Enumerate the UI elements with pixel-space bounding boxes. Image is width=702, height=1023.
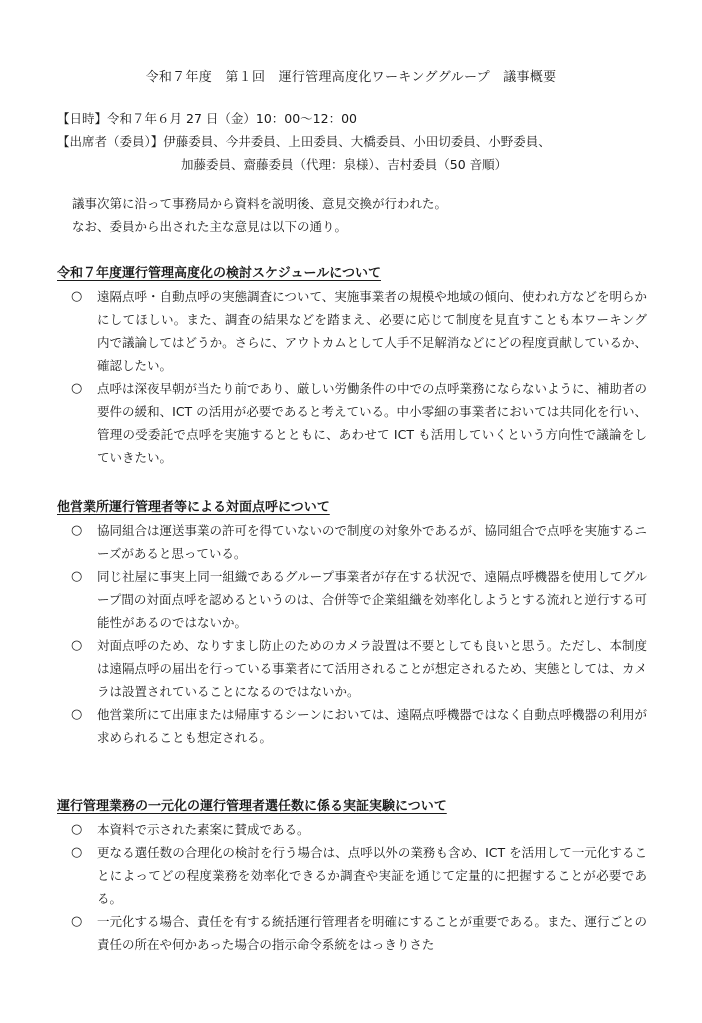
attendees-line1: 伊藤委員、今井委員、上田委員、大橋委員、小田切委員、小野委員、 xyxy=(163,134,551,149)
intro-line-2: なお、委員から出された主な意見は以下の通り。 xyxy=(72,219,348,234)
bullet-item xyxy=(57,910,647,956)
document-title: 令和７年度 第１回 運行管理高度化ワーキンググループ 議事概要 xyxy=(145,70,557,85)
bullet-mark: ○ xyxy=(71,845,83,860)
intro-line-1: 議事次第に沿って事務局から資料を説明後、意見交換が行われた。 xyxy=(72,196,448,211)
bullet-mark: ○ xyxy=(71,822,83,837)
bullet-list xyxy=(57,285,647,469)
bullet-mark: ○ xyxy=(71,638,83,653)
bullet-mark: ○ xyxy=(71,381,83,396)
bullet-text: 対面点呼のため、なりすまし防止のためのカメラ設置は不要としても良いと思う。ただし、本制度は遠隔点呼の届出を行っている事業者にて活用されることが想定されるため、実態としては、カメラは設置されていることになるのではないか。 xyxy=(97,638,647,699)
section-schedule xyxy=(57,262,647,469)
bullet-item xyxy=(57,634,647,703)
bullet-item xyxy=(57,703,647,749)
bullet-item xyxy=(57,841,647,910)
attendees-line2: 加藤委員、齋藤委員（代理：泉様）、吉村委員（50 音順） xyxy=(181,157,508,172)
bullet-item xyxy=(57,377,647,469)
date-value: 令和７年６月 27 日（金）10：00～12：00 xyxy=(107,111,357,126)
bullet-list xyxy=(57,519,647,749)
section-heading: 他営業所運行管理者等による対面点呼について xyxy=(57,500,330,515)
bullet-mark: ○ xyxy=(71,569,83,584)
bullet-item xyxy=(57,285,647,377)
bullet-item xyxy=(57,818,647,841)
meta-attendees-row xyxy=(57,131,551,152)
bullet-mark: ○ xyxy=(71,914,83,929)
bullet-text: 遠隔点呼・自動点呼の実態調査について、実施事業者の規模や地域の傾向、使われ方などを明らかにしてほしい。また、調査の結果などを踏まえ、必要に応じて制度を見直すことも本ワーキング内で議論してはどうか。さらに、アウトカムとして人手不足解消などにどの程度貢献しているか、確認したい。 xyxy=(97,289,647,373)
bullet-text: 本資料で示された素案に賛成である。 xyxy=(97,822,310,837)
bullet-text: 協同組合は運送事業の許可を得ていないので制度の対象外であるが、協同組合で点呼を実施するニーズがあると思っている。 xyxy=(97,523,648,561)
bullet-item xyxy=(57,519,647,565)
section-other-office-rollcall xyxy=(57,496,647,749)
bullet-text: 他営業所にて出庫または帰庫するシーンにおいては、遠隔点呼機器ではなく自動点呼機器の利用が求められることも想定される。 xyxy=(97,707,647,745)
bullet-text: 更なる選任数の合理化の検討を行う場合は、点呼以外の業務も含め、ICT を活用して一元化することによってどの程度業務を効率化できるか調査や実証を通じて定量的に把握することが必要である。 xyxy=(97,845,647,906)
attendees-label: 【出席者（委員）】 xyxy=(57,134,164,149)
bullet-text: 点呼は深夜早朝が当たり前であり、厳しい労働条件の中での点呼業務にならないように、補助者の要件の緩和、ICT の活用が必要であると考えている。中小零細の事業者においては共同化を行い、管理の受委託で点呼を実施するとともに、あわせて ICT も活用していくという方向性で議論をしていきたい。 xyxy=(97,381,648,465)
meta-date-row xyxy=(57,108,357,129)
bullet-mark: ○ xyxy=(71,523,83,538)
date-label: 【日時】 xyxy=(57,111,108,126)
bullet-mark: ○ xyxy=(71,289,83,304)
bullet-mark: ○ xyxy=(71,707,83,722)
section-unified-operation-trial xyxy=(57,795,647,956)
bullet-text: 一元化する場合、責任を有する統括運行管理者を明確にすることが重要である。また、運行ごとの責任の所在や何かあった場合の指示命令系統をはっきりさた xyxy=(97,914,648,952)
bullet-item xyxy=(57,565,647,634)
section-heading: 令和７年度運行管理高度化の検討スケジュールについて xyxy=(57,266,381,281)
bullet-list xyxy=(57,818,647,956)
bullet-text: 同じ社屋に事実上同一組織であるグループ事業者が存在する状況で、遠隔点呼機器を使用してグループ間の対面点呼を認めるというのは、合併等で企業組織を効率化しようとする流れと逆行する可能性があるのではないか。 xyxy=(97,569,647,630)
section-heading: 運行管理業務の一元化の運行管理者選任数に係る実証実験について xyxy=(57,799,447,814)
meta-attendees-continuation xyxy=(181,154,507,175)
